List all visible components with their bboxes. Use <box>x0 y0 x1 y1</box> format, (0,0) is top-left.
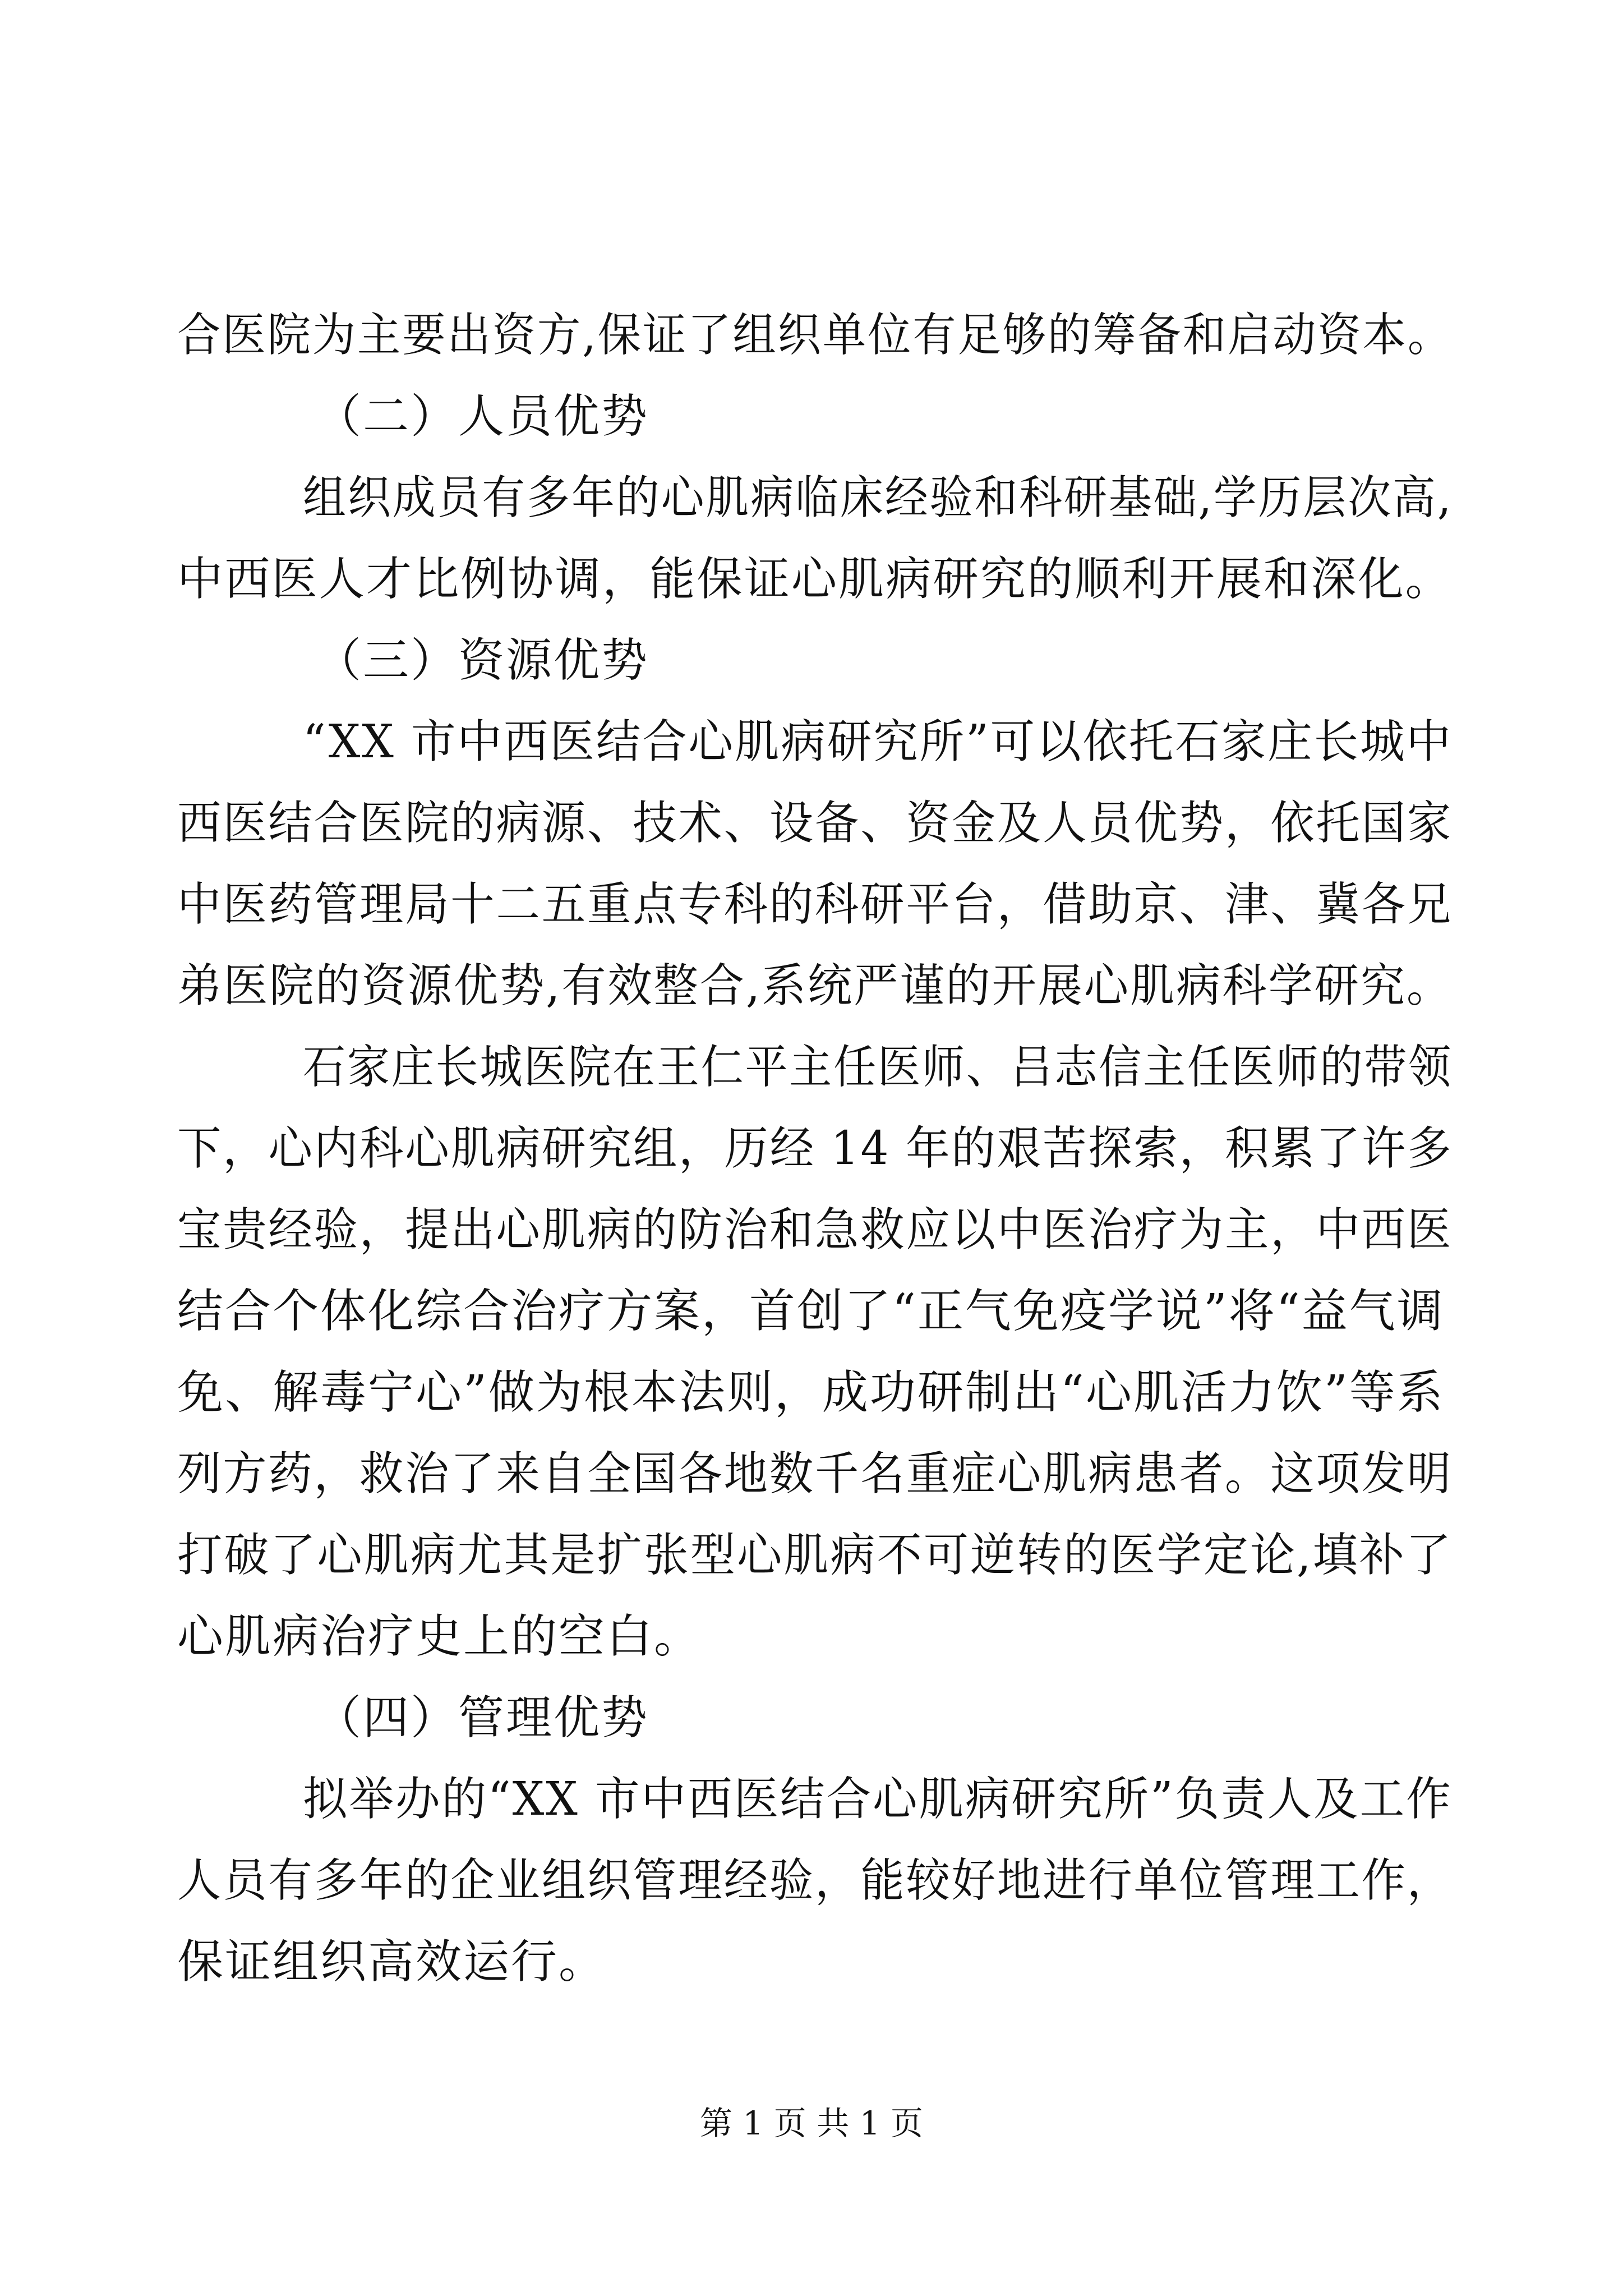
paragraph-line-15: 列方药，救治了来自全国各地数千名重症心肌病患者。这项发明 <box>177 1447 1453 1501</box>
paragraph-line-1: 合医院为主要出资方,保证了组织单位有足够的筹备和启动资本。 <box>177 309 1453 362</box>
paragraph-line-16: 打破了心肌病尤其是扩张型心肌病不可逆转的医学定论,填补了 <box>177 1529 1453 1582</box>
paragraph-line-10: 石家庄长城医院在王仁平主任医师、吕志信主任医师的带领 <box>303 1041 1453 1094</box>
paragraph-line-6: “XX 市中西医结合心肌病研究所”可以依托石家庄长城中 <box>303 715 1453 769</box>
paragraph-line-7: 西医结合医院的病源、技术、设备、资金及人员优势，依托国家 <box>177 797 1453 850</box>
paragraph-line-3: 组织成员有多年的心肌病临床经验和科研基础,学历层次高, <box>303 471 1453 524</box>
paragraph-line-17: 心肌病治疗史上的空白。 <box>177 1610 702 1663</box>
paragraph-line-14: 免、解毒宁心”做为根本法则，成功研制出“心肌活力饮”等系 <box>177 1366 1445 1419</box>
paragraph-line-11: 下，心内科心肌病研究组，历经 14 年的艰苦探索，积累了许多 <box>177 1122 1453 1175</box>
section-heading-management: （四）管理优势 <box>315 1691 649 1745</box>
section-heading-resources: （三）资源优势 <box>315 634 649 687</box>
paragraph-line-21: 保证组织高效运行。 <box>177 1935 607 1989</box>
paragraph-line-19: 拟举办的“XX 市中西医结合心肌病研究所”负责人及工作 <box>303 1773 1453 1826</box>
section-heading-personnel: （二）人员优势 <box>315 390 649 443</box>
paragraph-line-8: 中医药管理局十二五重点专科的科研平台，借助京、津、冀各兄 <box>177 878 1453 931</box>
paragraph-line-13: 结合个体化综合治疗方案，首创了“正气免疫学说”将“益气调 <box>177 1285 1445 1338</box>
paragraph-line-9: 弟医院的资源优势,有效整合,系统严谨的开展心肌病科学研究。 <box>177 959 1453 1013</box>
page-footer: 第 1 页 共 1 页 <box>700 2104 923 2142</box>
paragraph-line-20: 人员有多年的企业组织管理经验，能较好地进行单位管理工作， <box>177 1854 1453 1907</box>
paragraph-line-4: 中西医人才比例协调，能保证心肌病研究的顺利开展和深化。 <box>177 553 1453 606</box>
paragraph-line-12: 宝贵经验，提出心肌病的防治和急救应以中医治疗为主，中西医 <box>177 1203 1453 1257</box>
